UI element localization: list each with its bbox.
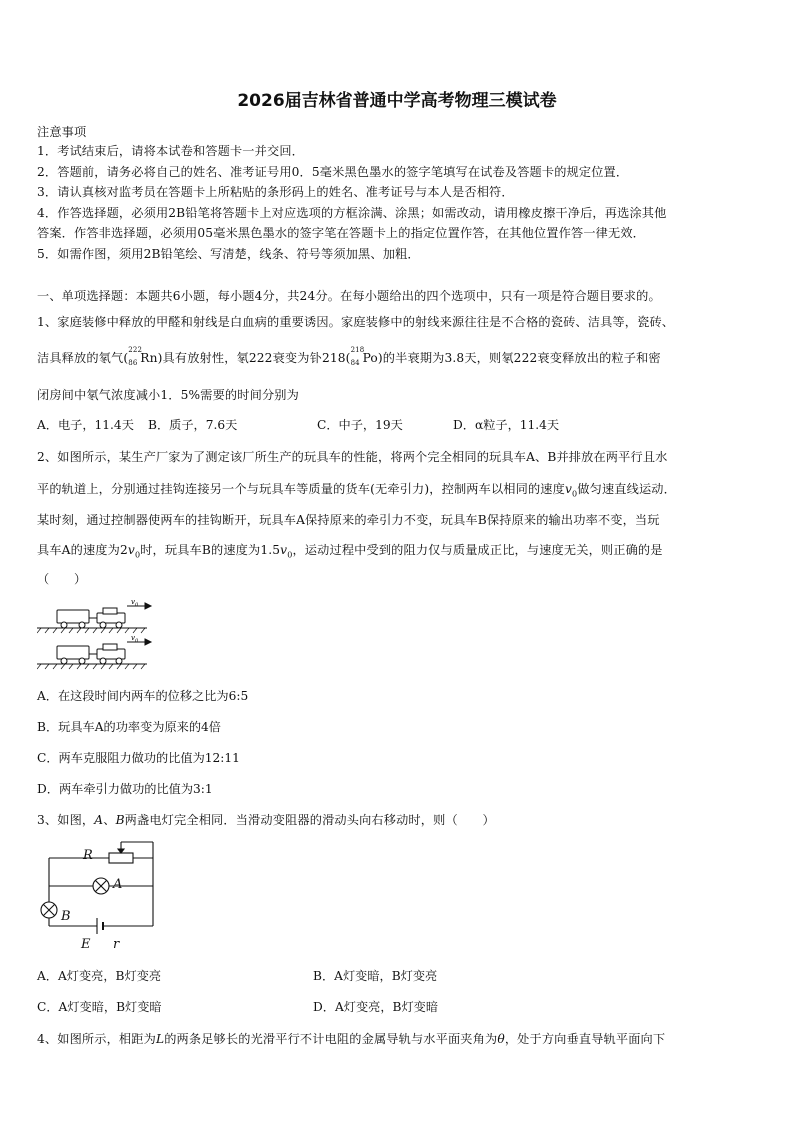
label-e: E [81,937,91,952]
q1-option-a[interactable]: A．电子，11.4天 [37,418,134,432]
radon-symbol: 222 86 Rn [128,346,158,367]
notice-item-4-cont: 答案．作答非选择题，必须用05毫米黑色墨水的签字笔在答题卡上的指定位置作答，在其他位置作答一律无效． [37,226,646,240]
q4-line-1: 4、如图所示，相距为L的两条足够长的光滑平行不计电阻的金属导轨与水平面夹角为θ，处于方向垂直导轨平面向下 [37,1032,666,1046]
label-a: A [113,877,123,892]
q2-line-2: 平的轨道上，分别通过挂钩连接另一个与玩具车等质量的货车(无牵引力)，控制两车以相同的速度$v_0$做匀速直线运动． [37,482,676,499]
q2-line-1: 2、如图所示，某生产厂家为了测定该厂所生产的玩具车的性能，将两个完全相同的玩具车A、B并排放在两平行且水 [37,450,668,464]
q2-option-a[interactable]: A．在这段时间内两车的位移之比为6:5 [37,689,249,703]
v0-label-bottom: $v_0$ [131,634,139,644]
q2-line-4: 具车A的速度为$2v_0$时，玩具车B的速度为$1.5v_0$，运动过程中受到的阻力仅与质量成正比，与速度无关，则正确的是 [37,543,663,560]
q1-text-b: )具有放射性，氡222衰变为钋218( [157,351,351,365]
v0-label-top: $v_0$ [131,598,139,608]
label-internal-r: r [113,937,120,952]
q3-option-a[interactable]: A．A灯变亮，B灯变亮 [37,969,162,983]
track-top [37,628,147,633]
q1-option-d[interactable]: D．α粒子，11.4天 [453,418,560,432]
notice-item-3: 3．请认真核对监考员在答题卡上所粘贴的条形码上的姓名、准考证号与本人是否相符． [37,185,514,199]
label-r: R [83,848,93,863]
q1-line-1: 1、家庭装修中释放的甲醛和射线是白血病的重要诱因。家庭装修中的射线来源往往是不合格的瓷砖、洁具等，瓷砖、 [37,315,675,329]
page-title: 2026届吉林省普通中学高考物理三模试卷 [237,91,557,111]
q1-line-2 [37,346,661,367]
q1-option-b[interactable]: B．质子，7.6天 [148,418,238,432]
q2-option-b[interactable]: B．玩具车A的功率变为原来的4倍 [37,720,221,734]
q3-option-d[interactable]: D．A灯变亮，B灯变暗 [313,1000,439,1014]
rheostat-r [109,853,133,863]
q3-line-1: 3、如图，A、B两盏电灯完全相同．当滑动变阻器的滑动头向右移动时，则（ ） [37,813,495,827]
notice-item-1: 1．考试结束后，请将本试卷和答题卡一并交回． [37,144,304,158]
q1-option-c[interactable]: C．中子，19天 [317,418,403,432]
circuit-figure [37,838,162,953]
track-bottom [37,664,147,669]
q1-text-a: 洁具释放的氡气( [37,351,129,365]
cargo-car-bottom [57,646,89,664]
q2-option-d[interactable]: D．两车牵引力做功的比值为3:1 [37,782,213,796]
toy-car-a [97,608,125,628]
q1-line-3: 闭房间中氡气浓度减小1．5%需要的时间分别为 [37,388,299,402]
section-heading: 一、单项选择题：本题共6小题，每小题4分，共24分。在每小题给出的四个选项中，只有一项是符合题目要求的。 [37,289,661,303]
cargo-car-top [57,610,89,628]
q1-text-c: )的半衰期为3.8天，则氡222衰变释放出的粒子和密 [377,351,661,365]
notice-item-4: 4．作答选择题，必须用2B铅笔将答题卡上对应选项的方框涂满、涂黑；如需改动，请用橡皮擦干净后，再选涂其他 [37,206,667,220]
q2-line-3: 某时刻，通过控制器使两车的挂钩断开，玩具车A保持原来的牵引力不变，玩具车B保持原来的输出功率不变，当玩 [37,513,660,527]
q2-answer-blank: （ ） [37,572,87,586]
toy-car-b [97,644,125,664]
toy-car-figure [37,598,157,670]
q3-option-b[interactable]: B．A灯变暗，B灯变亮 [313,969,438,983]
notice-item-2: 2．答题前，请务必将自己的姓名、准考证号用0．5毫米黑色墨水的签字笔填写在试卷及答题卡的规定位置． [37,165,629,179]
notice-item-5: 5．如需作图，须用2B铅笔绘、写清楚，线条、符号等须加黑、加粗． [37,247,420,261]
label-b: B [61,909,71,924]
polonium-symbol: 218 84 Po [350,346,378,367]
q3-option-c[interactable]: C．A灯变暗，B灯变暗 [37,1000,162,1014]
notice-heading: 注意事项 [37,125,87,139]
q2-option-c[interactable]: C．两车克服阻力做功的比值为12:11 [37,751,240,765]
